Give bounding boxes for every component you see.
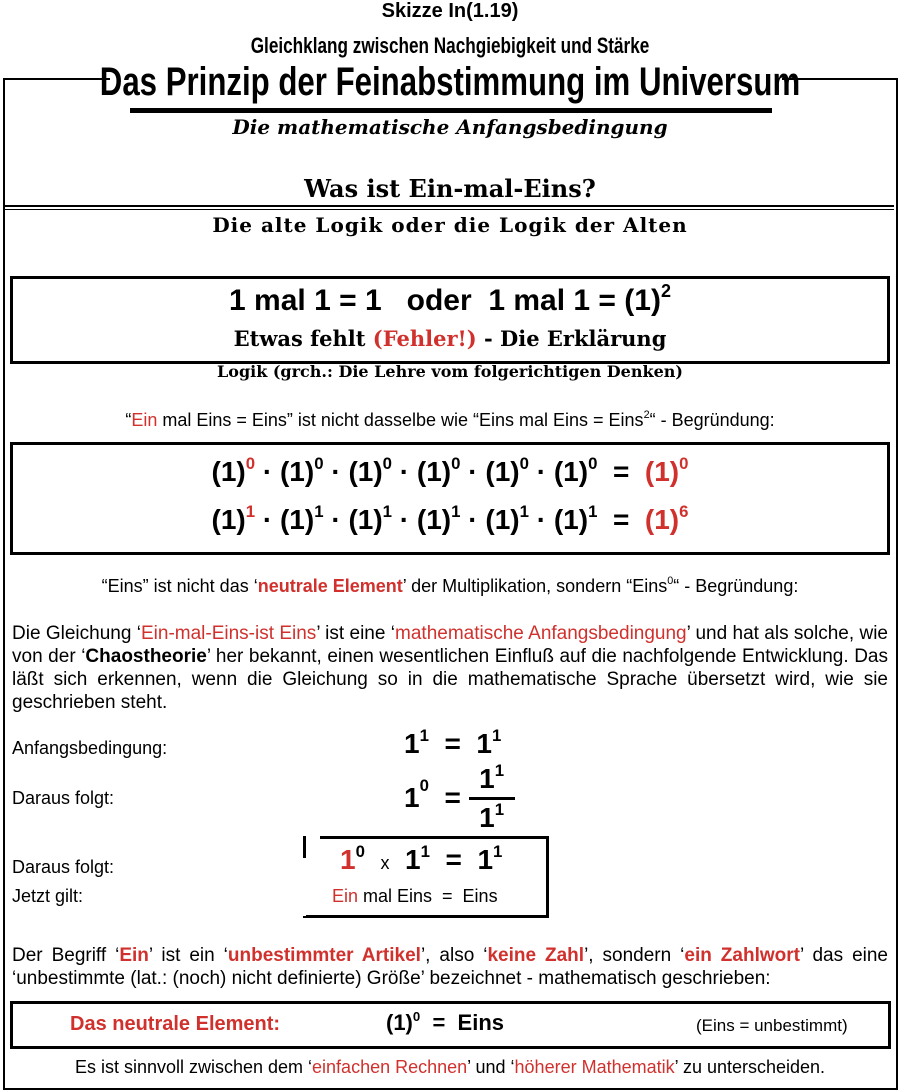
eq-oder: oder	[406, 284, 472, 317]
neutral-element-note: (Eins = unbestimmt)	[696, 1016, 848, 1035]
product-formula: $1^0$ x $1^1 = 1^1$	[340, 842, 503, 875]
neutral-element-formula: $(1)^0$ = Eins	[386, 1008, 504, 1035]
statement-text-2: “ - Begründung:	[649, 410, 775, 430]
eq-right: 1 mal 1 = (1)	[488, 284, 661, 317]
logik-definition: Logik (grch.: Die Lehre vom folgerichtigen Denken)	[217, 362, 683, 381]
error-line	[0, 326, 900, 351]
eq-left: 1 mal 1 = 1	[229, 284, 382, 317]
neutral-element-label: Das neutrale Element:	[70, 1013, 281, 1035]
title-underline	[130, 108, 772, 113]
error-text-red: (Fehler!)	[372, 326, 477, 351]
label-daraus-folgt-2: Daraus folgt:	[12, 857, 115, 877]
statement-line	[0, 410, 900, 431]
statement-quote: “	[125, 410, 132, 430]
header-subtitle: Gleichklang zwischen Nachgiebigkeit und Stärke	[250, 33, 650, 58]
error-text-b: - Die Erklärung	[476, 326, 667, 351]
equation-line	[0, 281, 900, 318]
error-text-a: Etwas fehlt	[233, 326, 373, 351]
fraction-formula: 1 $^0$ = $\frac{1^1}{1^1}$	[404, 762, 515, 834]
label-jetzt-gilt: Jetzt gilt:	[12, 886, 84, 906]
neutral-element-line: “Eins” ist nicht das ‘neutrale Element’ der Multiplikation, sondern “Eins$^0$“ - Begründung:	[101, 575, 799, 596]
statement-ein: Ein	[131, 410, 158, 430]
fraction: $\frac{1^1}{1^1}$	[469, 763, 515, 834]
label-daraus-folgt-1: Daraus folgt:	[12, 788, 115, 808]
old-logic-heading: Die alte Logik oder die Logik der Alten	[212, 213, 688, 237]
page-title: Das Prinzip der Feinabstimmung im Universum	[99, 60, 801, 104]
label-anfangsbedingung: Anfangsbedingung:	[12, 738, 168, 758]
divider-bottom	[5, 209, 894, 210]
exponent-row-1: $(1)^1 \cdot (1)^1 \cdot (1)^1 \cdot (1)^1 \cdot (1)^1 \cdot (1)^1 = (1)^6$	[211, 502, 689, 535]
exponent-row-0: $(1)^0 \cdot (1)^0 \cdot (1)^0 \cdot (1)^0 \cdot (1)^0 \cdot (1)^0 = (1)^0$	[211, 454, 689, 487]
chaos-paragraph: Die Gleichung ‘Ein-mal-Eins-ist Eins’ ist eine ‘mathematische Anfangsbedingung’ und hat als solche, wie von der ‘Chaostheorie’ her bekannt, einen wesentlichen Einfluß auf die nachfolgende Entwicklung. Das läßt sich erkennen, wenn die Gleichung so in die mathematische Sprache übersetzt wird, wie sie geschrieben steht.	[12, 623, 888, 713]
begriff-paragraph: Der Begriff ‘Ein’ ist ein ‘unbestimmter Artikel’, also ‘keine Zahl’, sondern ‘ein Zahlwort’ das eine ‘unbestimmte (lat.: (noch) nicht definierte) Größe’ bezeichnet - mathematisch geschrieben:	[12, 945, 888, 989]
sketch-label: Skizze In(1.19)	[381, 0, 519, 22]
statement-exponent: 2	[643, 409, 650, 422]
divider-top	[5, 205, 894, 207]
statement-text-1: mal Eins = Eins” ist nicht dasselbe wie “Eins mal Eins = Eins	[157, 410, 644, 430]
closing-line: Es ist sinnvoll zwischen dem ‘einfachen Rechnen’ und ‘höherer Mathematik’ zu unterscheiden.	[74, 1057, 826, 1077]
header-tagline: Die mathematische Anfangsbedingung	[232, 115, 668, 139]
question-heading: Was ist Ein-mal-Eins?	[304, 174, 596, 203]
eq-right-exponent: 2	[660, 281, 671, 302]
now-valid-text: Ein mal Eins = Eins	[332, 886, 498, 906]
initial-condition-formula: $1^1 = 1^1$	[404, 726, 502, 759]
